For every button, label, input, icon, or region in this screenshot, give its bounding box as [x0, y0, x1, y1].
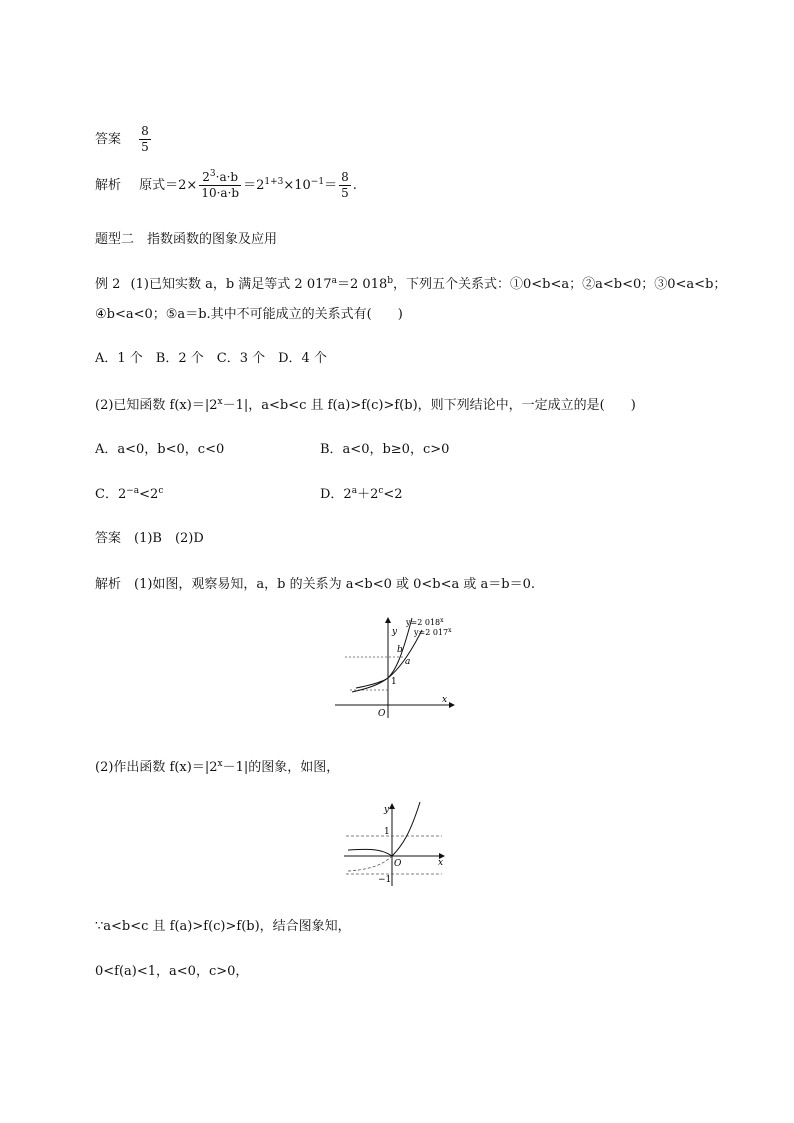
answer-1: [95, 124, 153, 155]
curve-abs-right: [392, 802, 420, 856]
curve-abs-left: [348, 849, 392, 856]
option-b: B．a<0，b≥0，c>0: [320, 442, 450, 457]
analysis-2-line-1: 解析 (1)如图，观察易知，a，b 的关系为 a<b<0 或 0<b<a 或 a＝b＝0.: [95, 577, 536, 592]
label-o: O: [378, 709, 386, 719]
label-one: 1: [391, 677, 397, 687]
analysis-2-line-3: ∵a<b<c 且 f(a)>f(c)>f(b)，结合图象知，: [95, 919, 351, 934]
section-title: 题型二 指数函数的图象及应用: [95, 232, 278, 247]
graph-abs-exponential: [340, 800, 450, 890]
curve-original-left: [348, 856, 392, 871]
curve-2017: [356, 630, 422, 688]
label-b: b: [397, 645, 403, 655]
example-2-options-1: A．1 个 B．2 个 C．3 个 D．4 个: [95, 351, 327, 366]
answer-2: 答案 (1)B (2)D: [95, 531, 204, 546]
label-curve-2018: y=2 018$^x$: [406, 617, 444, 627]
analysis-2-line-4: 0<f(a)<1，a<0，c>0，: [95, 964, 249, 979]
example-2-line-2: ④b<a<0；⑤a＝b.其中不可能成立的关系式有( ): [95, 307, 403, 322]
analysis-1: 解析 原式＝2× $\frac{2^3\cdot a\cdot b}{10\cdot a\cdot b}$ $=2^{1+3}\times 10^{-1}=$ $\frac{8}{5}$ .: [95, 169, 357, 200]
label-curve-2017: y=2 017$^x$: [414, 627, 452, 637]
option-c: C．$2^{-a}<2^c$: [95, 486, 164, 502]
label-one: 1: [384, 827, 390, 837]
option-a: A．a<0，b<0，c<0: [95, 442, 225, 457]
analysis-fraction-2: $\frac{8}{5}$: [341, 170, 349, 200]
analysis-label: 解析: [95, 178, 122, 193]
label-a: a: [405, 657, 411, 667]
label-y: y: [392, 627, 398, 637]
label-neg-one: −1: [378, 875, 392, 885]
label-x: x: [438, 858, 444, 868]
label-x: x: [442, 695, 448, 705]
label-y: y: [384, 805, 390, 815]
example-2-line-1: 例 2 (1)已知实数 a，b 满足等式 2 $017^a=2$ 018$^b$，下列五个关系式：①0<b<a；②a<b<0；③0<a<b；: [95, 276, 727, 292]
answer-label: 答案: [95, 132, 122, 147]
option-d: D．$2^a+2^c<2$: [320, 486, 403, 502]
graph-exponential-compare: [330, 612, 460, 720]
analysis-fraction-1: $\frac{2^3\cdot a\cdot b}{10\cdot a\cdot b}$: [201, 169, 240, 200]
label-o: O: [394, 859, 402, 869]
answer-fraction: $\frac{8}{5}$: [141, 124, 149, 154]
example-2-part-2: (2)已知函数 $f(x)=|2^x-1|$，a<b<c 且 f(a)>f(c)>f(b)，则下列结论中，一定成立的是( ): [95, 397, 636, 413]
analysis-2-line-2: (2)作出函数 $f(x)=|2^x-1|$的图象，如图，: [95, 759, 340, 775]
